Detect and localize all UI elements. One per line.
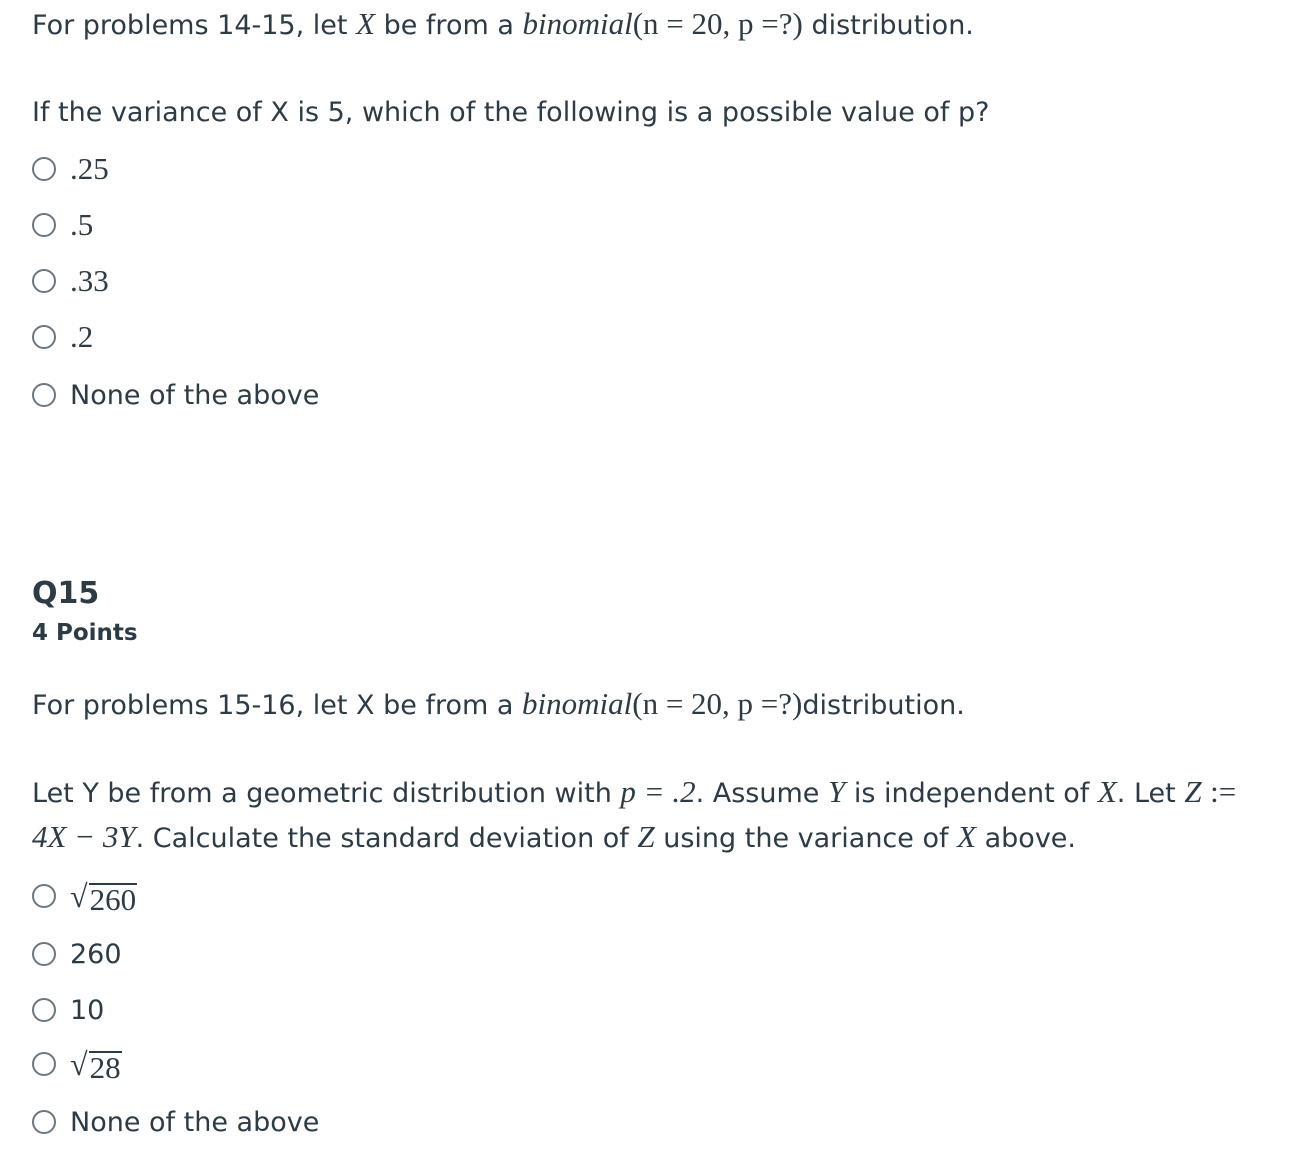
option-label: None of the above	[70, 379, 320, 411]
option-label: .2	[70, 319, 94, 354]
q15-intro-math: binomial	[522, 686, 633, 721]
prompt-assign: :=	[1210, 774, 1237, 809]
q15-option-5[interactable]	[32, 1102, 319, 1142]
prompt-text: . Let	[1116, 778, 1176, 809]
q15-option-2[interactable]	[32, 934, 122, 974]
prompt-math: 4X − 3Y	[32, 819, 136, 854]
radio-button[interactable]	[32, 383, 56, 407]
radio-button[interactable]	[32, 157, 56, 181]
q14-intro-suffix: distribution.	[811, 10, 974, 41]
q14-question: If the variance of X is 5, which of the following is a possible value of p?	[32, 97, 990, 128]
question-title: Q15	[32, 576, 100, 611]
q14-intro-math: binomial	[522, 6, 633, 41]
option-label: None of the above	[70, 1106, 320, 1138]
q15-option-1[interactable]	[32, 876, 137, 916]
prompt-var-y: Y	[827, 774, 846, 809]
radio-button[interactable]	[32, 1110, 56, 1134]
prompt-math: p = .2	[620, 774, 696, 809]
q14-intro-text: For problems 14-15, let	[32, 10, 348, 41]
option-label: 10	[70, 994, 105, 1026]
q15-intro-params: (n = 20, p =?)	[632, 686, 803, 721]
radio-button[interactable]	[32, 998, 56, 1022]
q15-option-4[interactable]	[32, 1044, 122, 1084]
q14-option-3[interactable]	[32, 261, 109, 301]
q14-option-2[interactable]	[32, 205, 93, 245]
square-root	[70, 1046, 122, 1083]
sqrt-icon: √	[70, 1045, 88, 1082]
option-label: .33	[70, 263, 109, 298]
prompt-var-x: X	[1097, 774, 1117, 809]
prompt-text: is independent of	[853, 778, 1090, 809]
radio-button[interactable]	[32, 269, 56, 293]
q15-intro-text: For problems 15-16, let X be from a	[32, 690, 514, 721]
q15-prompt-line-1	[32, 774, 1236, 812]
prompt-text: Let Y be from a geometric distribution with	[32, 778, 612, 809]
radio-button[interactable]	[32, 1052, 56, 1076]
q14-intro-var: X	[356, 6, 375, 41]
prompt-var-z: Z	[1184, 774, 1202, 809]
prompt-text: . Assume	[695, 778, 820, 809]
radio-button[interactable]	[32, 884, 56, 908]
option-label: 260	[70, 938, 122, 970]
q14-intro	[32, 6, 974, 44]
radio-button[interactable]	[32, 942, 56, 966]
q15-prompt-line-2	[32, 819, 1076, 857]
q15-intro-suffix: distribution.	[802, 690, 965, 721]
q14-option-1[interactable]	[32, 149, 109, 189]
option-label: 260	[89, 881, 137, 917]
sqrt-icon: √	[70, 877, 88, 914]
q15-option-3[interactable]	[32, 990, 104, 1030]
prompt-text: using the variance of	[663, 823, 949, 854]
option-label: 28	[89, 1049, 121, 1085]
q14-option-4[interactable]	[32, 317, 93, 357]
question-points: 4 Points	[32, 620, 138, 646]
q14-option-5[interactable]	[32, 375, 319, 415]
q15-intro	[32, 686, 965, 724]
q14-intro-mid: be from a	[383, 10, 514, 41]
prompt-text: above.	[984, 823, 1077, 854]
option-label: .5	[70, 207, 94, 242]
option-label: .25	[70, 151, 109, 186]
prompt-var-z: Z	[637, 819, 655, 854]
radio-button[interactable]	[32, 213, 56, 237]
prompt-text: . Calculate the standard deviation of	[135, 823, 629, 854]
square-root	[70, 878, 137, 915]
radio-button[interactable]	[32, 325, 56, 349]
q14-intro-params: (n = 20, p =?)	[632, 6, 803, 41]
prompt-var-x: X	[957, 819, 977, 854]
